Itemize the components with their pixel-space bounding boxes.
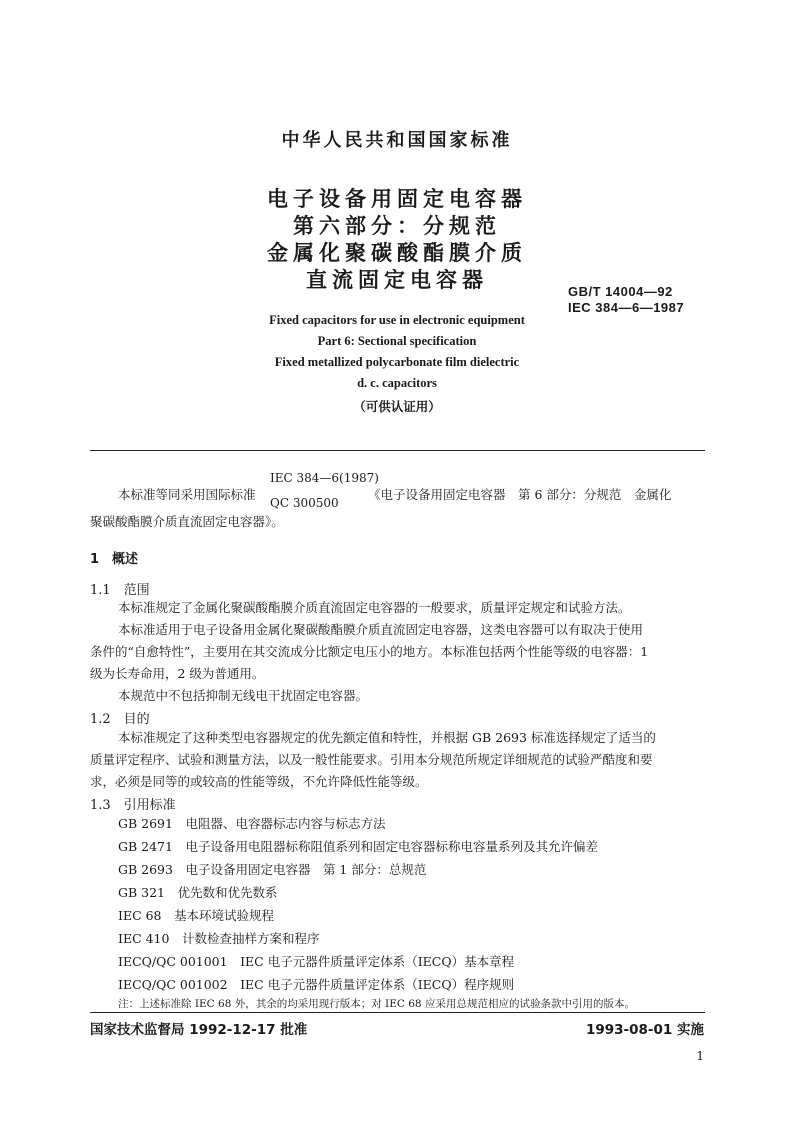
- reference-item: IEC 68 基本环境试验规程: [118, 908, 275, 923]
- qualification-note: （可供认证用）: [353, 399, 441, 414]
- purpose-line-1: 本标准规定了这种类型电容器规定的优先额定值和特性，并根据 GB 2693 标准选择规定了适当的: [118, 730, 656, 745]
- intro-ref-iec: IEC 384—6(1987): [270, 471, 379, 485]
- section-1-1-heading: 1.1 范围: [90, 583, 150, 598]
- scope-line-1: 本标准规定了金属化聚碳酸酯膜介质直流固定电容器的一般要求，质量评定规定和试验方法。: [118, 600, 631, 615]
- title-en-line-1: Fixed capacitors for use in electronic equipment: [269, 313, 525, 327]
- reference-item: IECQ/QC 001001 IEC 电子元器件质量评定体系（IECQ）基本章程: [118, 954, 515, 969]
- header-divider: [90, 450, 705, 451]
- intro-ref-qc: QC 300500: [270, 496, 339, 510]
- section-1-2-heading: 1.2 目的: [90, 712, 150, 727]
- purpose-line-2: 质量评定程序、试验和测量方法，以及一般性能要求。引用本分规范所规定详细规范的试验严酷度和要: [90, 752, 653, 767]
- reference-item: IECQ/QC 001002 IEC 电子元器件质量评定体系（IECQ）程序规则: [118, 977, 515, 992]
- title-en-line-4: d. c. capacitors: [357, 376, 437, 390]
- scope-line-5: 本规范中不包括抑制无线电干扰固定电容器。: [118, 688, 369, 703]
- iec-standard-number: IEC 384—6—1987: [568, 300, 685, 315]
- title-cn-line-1: 电子设备用固定电容器: [267, 187, 527, 211]
- purpose-line-3: 求，必须是同等的或较高的性能等级，不允许降低性能等级。: [90, 774, 428, 789]
- title-en-line-2: Part 6: Sectional specification: [317, 334, 477, 348]
- reference-item: GB 2693 电子设备用固定电容器 第 1 部分：总规范: [118, 862, 427, 877]
- gb-standard-number: GB/T 14004—92: [568, 284, 673, 299]
- scope-line-4: 级为长寿命用，2 级为普通用。: [90, 666, 265, 681]
- section-1-heading: 1 概述: [90, 552, 139, 567]
- approval-date: 国家技术监督局 1992-12-17 批准: [90, 1022, 308, 1038]
- reference-item: IEC 410 计数检查抽样方案和程序: [118, 931, 320, 946]
- section-1-3-heading: 1.3 引用标准: [90, 798, 176, 813]
- references-note: 注：上述标准除 IEC 68 外，其余的均采用现行版本；对 IEC 68 应采用总规范相应的试验条款中引用的版本。: [118, 998, 635, 1010]
- title-cn-line-2: 第六部分：分规范: [293, 214, 501, 238]
- intro-suffix: 《电子设备用固定电容器 第 6 部分：分规范 金属化: [368, 487, 672, 502]
- reference-item: GB 2691 电阻器、电容器标志内容与标志方法: [118, 816, 386, 831]
- page-number: 1: [696, 1049, 704, 1063]
- effective-date: 1993-08-01 实施: [585, 1022, 704, 1038]
- intro-prefix: 本标准等同采用国际标准: [118, 487, 256, 502]
- scope-line-2: 本标准适用于电子设备用金属化聚碳酸酯膜介质直流固定电容器，这类电容器可以有取决于使用: [118, 622, 644, 637]
- title-en-line-3: Fixed metallized polycarbonate film dielectric: [274, 355, 520, 369]
- reference-item: GB 2471 电子设备用电阻器标称阻值系列和固定电容器标称电容量系列及其允许偏差: [118, 839, 598, 854]
- reference-item: GB 321 优先数和优先数系: [118, 885, 278, 900]
- title-cn-line-4: 直流固定电容器: [306, 268, 488, 292]
- title-cn-line-3: 金属化聚碳酸酯膜介质: [267, 241, 527, 265]
- national-standard-heading: 中华人民共和国国家标准: [281, 130, 513, 151]
- scope-line-3: 条件的“自愈特性”，主要用在其交流成分比额定电压小的地方。本标准包括两个性能等级的电容器：1: [90, 644, 649, 659]
- footer-divider: [90, 1012, 705, 1013]
- intro-line-2: 聚碳酸酯膜介质直流固定电容器》。: [90, 514, 284, 529]
